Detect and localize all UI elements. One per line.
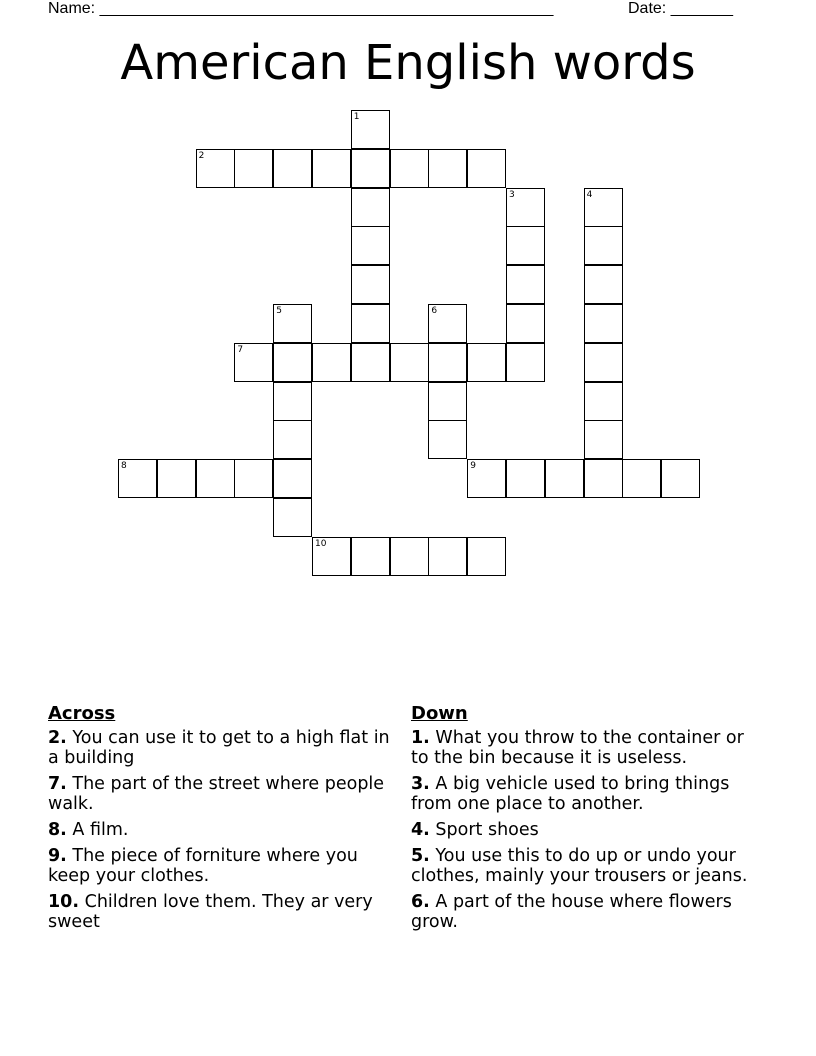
- down-clue-list: [411, 728, 766, 932]
- grid-cell[interactable]: [312, 149, 351, 188]
- clue-text: Sport shoes: [435, 820, 539, 840]
- clue-text: You use this to do up or undo your clothes, mainly your trousers or jeans.: [411, 846, 748, 886]
- grid-cell[interactable]: [506, 265, 545, 304]
- clue-text: A big vehicle used to bring things from one place to another.: [411, 774, 730, 814]
- grid-cell[interactable]: [273, 382, 312, 421]
- grid-cell[interactable]: [467, 149, 506, 188]
- grid-cell[interactable]: [351, 149, 390, 188]
- cell-number: 3: [509, 189, 515, 200]
- clue-text: You can use it to get to a high flat in a building: [48, 728, 390, 768]
- grid-cell[interactable]: [273, 149, 312, 188]
- grid-cell[interactable]: [390, 537, 429, 576]
- cell-number: 5: [276, 306, 282, 316]
- puzzle-title: American English words: [120, 35, 696, 91]
- down-clues: [411, 703, 766, 938]
- grid-cell[interactable]: [351, 537, 390, 576]
- grid-cell[interactable]: [506, 226, 545, 265]
- across-clues: [48, 703, 398, 938]
- cell-number: 1: [353, 112, 360, 122]
- clue-number: 9.: [48, 846, 67, 866]
- grid-cell[interactable]: [157, 459, 196, 498]
- clue-number: 8.: [48, 820, 67, 840]
- clue-number: 7.: [48, 774, 67, 794]
- grid-cell[interactable]: [506, 343, 545, 382]
- down-heading: Down: [411, 703, 468, 724]
- grid-cell[interactable]: [273, 420, 312, 459]
- name-field-label: Name: ___________________________________________________: [48, 0, 554, 17]
- grid-cell[interactable]: [584, 382, 623, 421]
- cell-number: 4: [586, 189, 593, 200]
- grid-cell[interactable]: [390, 149, 429, 188]
- grid-cell[interactable]: [506, 459, 545, 498]
- clue-number: 1.: [411, 728, 430, 748]
- grid-cell[interactable]: [196, 149, 235, 188]
- cell-number: 7: [237, 344, 244, 355]
- grid-cell[interactable]: [234, 343, 273, 382]
- grid-cell[interactable]: [312, 537, 351, 576]
- grid-cell[interactable]: [351, 304, 390, 343]
- clue-item: [48, 728, 398, 768]
- clue-item: [48, 774, 398, 814]
- grid-cell[interactable]: [467, 459, 506, 498]
- clue-item: [411, 774, 766, 814]
- grid-cell[interactable]: [428, 343, 467, 382]
- clue-text: A part of the house where flowers grow.: [411, 892, 732, 932]
- clue-text: The piece of forniture where you keep your clothes.: [48, 846, 358, 886]
- clue-text: A film.: [72, 820, 129, 840]
- grid-cell[interactable]: [428, 537, 467, 576]
- cell-number: 6: [431, 306, 438, 316]
- clue-item: [411, 820, 766, 840]
- grid-cell[interactable]: [506, 188, 545, 227]
- clue-text: Children love them. They ar very sweet: [48, 892, 373, 932]
- date-field-label: Date: _______: [628, 0, 733, 17]
- clue-number: 3.: [411, 774, 430, 794]
- grid-cell[interactable]: [351, 110, 390, 149]
- grid-cell[interactable]: [273, 498, 312, 537]
- clue-item: [48, 846, 398, 886]
- grid-cell[interactable]: [584, 188, 623, 227]
- grid-cell[interactable]: [390, 343, 429, 382]
- grid-cell[interactable]: [584, 226, 623, 265]
- clue-item: [411, 892, 766, 932]
- clue-number: 4.: [411, 820, 430, 840]
- grid-cell[interactable]: [351, 343, 390, 382]
- grid-cell[interactable]: [428, 149, 467, 188]
- grid-cell[interactable]: [506, 304, 545, 343]
- clue-text: What you throw to the container or to the bin because it is useless.: [411, 728, 744, 768]
- clue-number: 5.: [411, 846, 430, 866]
- grid-cell[interactable]: [545, 459, 584, 498]
- clue-item: [411, 846, 766, 886]
- grid-cell[interactable]: [584, 304, 623, 343]
- grid-cell[interactable]: [351, 265, 390, 304]
- cell-number: 8: [121, 461, 127, 472]
- grid-cell[interactable]: [584, 265, 623, 304]
- grid-cell[interactable]: [467, 343, 506, 382]
- grid-cell[interactable]: [428, 420, 467, 459]
- clue-item: [48, 892, 398, 932]
- clue-number: 2.: [48, 728, 67, 748]
- grid-cell[interactable]: [661, 459, 700, 498]
- across-clue-list: [48, 728, 398, 932]
- grid-cell[interactable]: [234, 459, 273, 498]
- clue-text: The part of the street where people walk.: [48, 774, 385, 814]
- across-heading: Across: [48, 703, 116, 724]
- clue-number: 6.: [411, 892, 430, 912]
- grid-cell[interactable]: [428, 304, 467, 343]
- grid-cell[interactable]: [273, 343, 312, 382]
- clue-item: [48, 820, 398, 840]
- clue-number: 10.: [48, 892, 80, 912]
- grid-cell[interactable]: [584, 459, 623, 498]
- grid-cell[interactable]: [467, 537, 506, 576]
- cell-number: 9: [470, 461, 476, 472]
- clue-item: [411, 728, 766, 768]
- cell-number: 10: [315, 538, 327, 549]
- grid-cell[interactable]: [118, 459, 157, 498]
- grid-cell[interactable]: [312, 343, 351, 382]
- grid-cell[interactable]: [234, 149, 273, 188]
- grid-cell[interactable]: [428, 382, 467, 421]
- grid-cell[interactable]: [273, 304, 312, 343]
- grid-cell[interactable]: [196, 459, 235, 498]
- grid-cell[interactable]: [622, 459, 661, 498]
- cell-number: 2: [198, 150, 205, 161]
- grid-cell[interactable]: [351, 188, 390, 227]
- grid-cell[interactable]: [584, 343, 623, 382]
- grid-cell[interactable]: [273, 459, 312, 498]
- grid-cell[interactable]: [584, 420, 623, 459]
- grid-cell[interactable]: [351, 226, 390, 265]
